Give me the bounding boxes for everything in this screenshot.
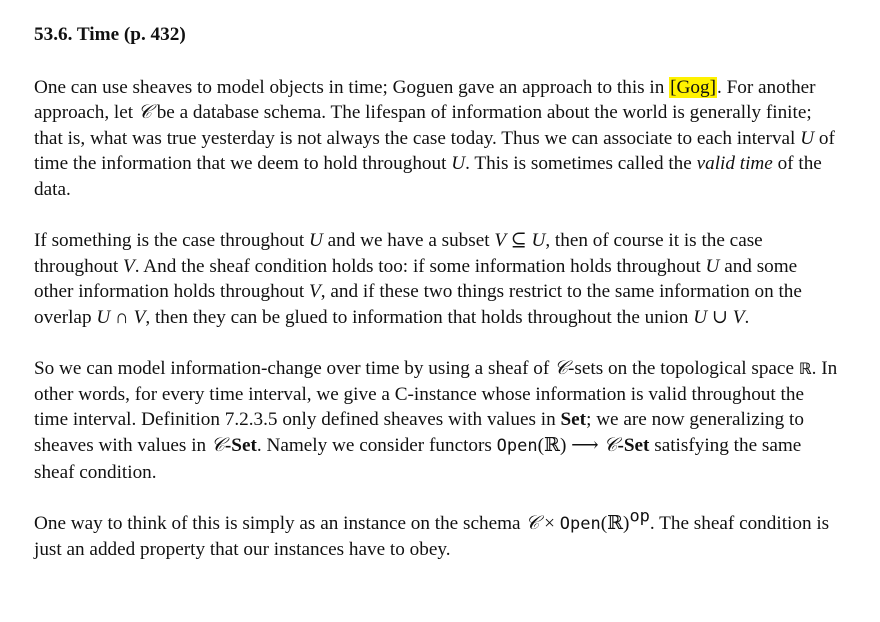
text-run: . This is sometimes called the: [465, 153, 697, 175]
paragraph-4: [34, 506, 840, 563]
category-name: -Set: [224, 434, 257, 456]
text-run: , then of course it is the case throughout: [34, 230, 763, 277]
math-symbol: V: [309, 281, 321, 303]
math-symbol: (ℝ): [600, 512, 630, 534]
section-heading: 53.6. Time (p. 432): [34, 24, 186, 45]
paragraph-1: [34, 75, 840, 203]
text-run: One way to think of this is simply as an instance on the schema: [34, 512, 526, 534]
text-run: If something is the case throughout: [34, 230, 309, 252]
text-run: of the data.: [34, 153, 822, 200]
text-run: , and if these two things restrict to the same information on the overlap: [34, 281, 802, 328]
math-symbol: ℝ: [798, 359, 812, 379]
paragraph-3: [34, 356, 840, 485]
text-run: satisfying the same sheaf condition.: [34, 434, 802, 483]
math-symbol: 𝒞: [525, 512, 540, 534]
text-run: So we can model information-change over time by using a sheaf of: [34, 358, 555, 380]
math-symbol: 𝒞: [137, 102, 152, 124]
math-symbol: 𝒞: [603, 434, 618, 456]
text-run: and some other information holds throughout: [34, 255, 798, 303]
math-expression: U ∩ V: [96, 306, 146, 328]
text-run: .: [744, 306, 750, 328]
math-symbol: (ℝ): [537, 434, 567, 456]
arrow-symbol: ⟶: [566, 434, 604, 456]
math-expression: V ⊆ U: [494, 230, 546, 252]
text-run: of time the information that we deem to hold throughout: [34, 127, 835, 175]
math-symbol: U: [800, 127, 815, 149]
citation-link[interactable]: [Gog]: [670, 76, 716, 98]
math-symbol: U: [451, 153, 466, 175]
text-run: . The sheaf condition is just an added property that our instances have to obey.: [34, 512, 830, 561]
text-run: , then they can be glued to information that holds throughout the union: [145, 306, 694, 328]
text-run: and we have a subset: [322, 230, 495, 252]
text-run: . For another approach, let: [34, 76, 816, 124]
math-operator: Open: [496, 435, 538, 456]
paragraph-2: [34, 228, 840, 330]
superscript: op: [629, 506, 650, 527]
text-run: . And the sheaf condition holds too: if some information holds throughout: [134, 255, 706, 277]
term-emphasis: valid time: [696, 153, 773, 175]
text-run: One can use sheaves to model objects in time; Goguen gave an approach to this in: [34, 76, 670, 98]
math-symbol: V: [123, 255, 135, 277]
math-symbol: U: [308, 230, 323, 252]
category-name: Set: [560, 409, 587, 431]
math-expression: U ∪ V: [693, 306, 745, 328]
math-symbol: 𝒞: [554, 358, 569, 380]
text-run: . Namely we consider functors: [256, 434, 497, 456]
text-run: be a database schema. The lifespan of information about the world is generally finite; that is, what was true yesterday is not always the case today. Thus we can associate to each interval: [34, 102, 812, 149]
text-run: -sets on the topological space: [568, 358, 799, 380]
category-name: -Set: [617, 434, 650, 456]
math-operator: ×: [539, 512, 560, 534]
text-run: . In other words, for every time interval, we give a C-instance whose information is valid throughout the time interval. Definition 7.2.3.5 only defined sheaves with values in: [34, 358, 838, 431]
math-symbol: U: [705, 255, 720, 277]
math-operator: Open: [559, 513, 601, 534]
math-symbol: 𝒞: [210, 434, 225, 456]
text-run: ; we are now generalizing to sheaves with values in: [34, 409, 804, 456]
